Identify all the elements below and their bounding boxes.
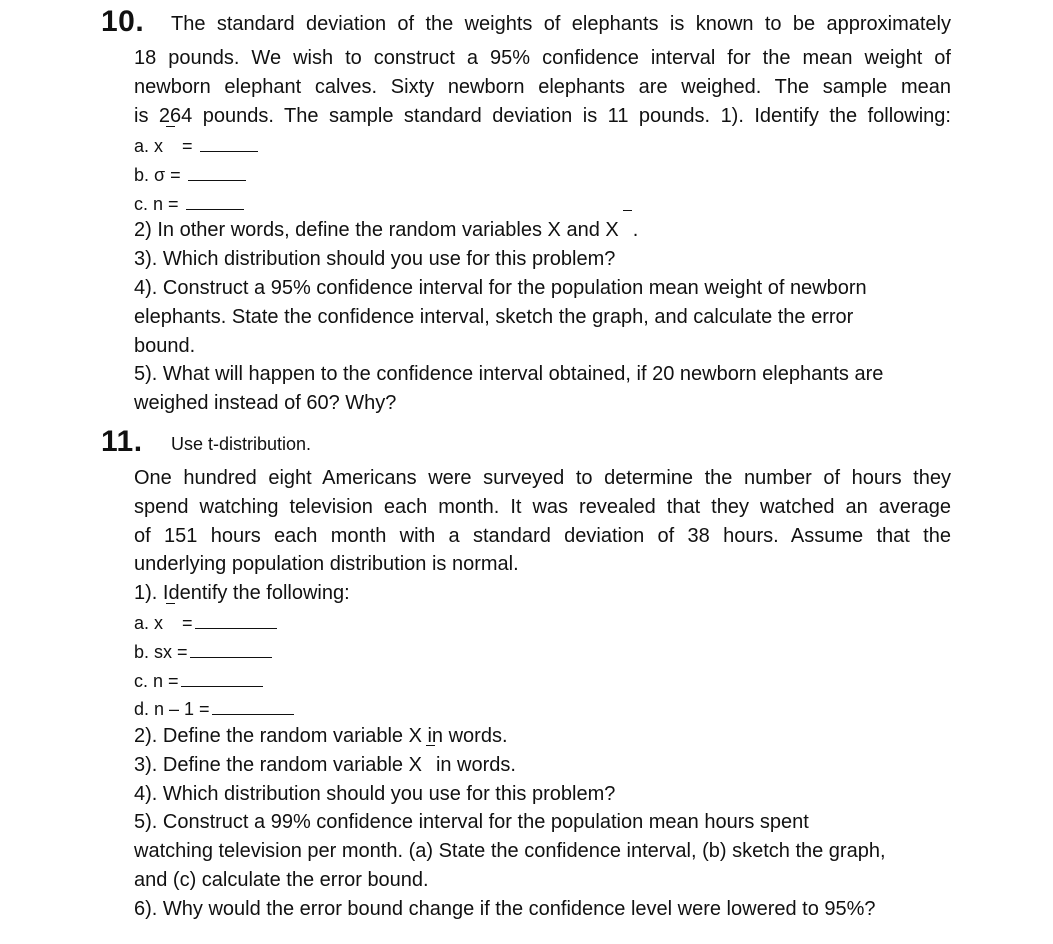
q10-part-5-line-1: 5). What will happen to the confidence interval obtained, if 20 newborn elephants are xyxy=(134,363,884,385)
q11-item-d-blank xyxy=(212,700,294,715)
q10-part-5-line-2: weighed instead of 60? Why? xyxy=(134,392,397,414)
q11-intro-line-2: spend watching television each month. It was revealed that they watched an average xyxy=(134,496,951,518)
q10-intro-line-4: is 264 pounds. The sample standard deviation is 11 pounds. 1). Identify the following: xyxy=(134,105,951,127)
q10-part-4-line-1: 4). Construct a 95% confidence interval for the population mean weight of newborn xyxy=(134,277,867,299)
q11-part-3 xyxy=(134,753,516,777)
q11-item-d-label: d. n – 1 = xyxy=(134,699,210,719)
q11-intro-line-3: of 151 hours each month with a standard deviation of 38 hours. Assume that the xyxy=(134,525,951,547)
xbar-overline xyxy=(166,126,175,127)
question-10-number: 10. xyxy=(101,5,145,38)
q11-header: Use t-distribution. xyxy=(171,434,312,454)
q11-part-3-text: 3). Define the random variable X xyxy=(134,754,422,776)
q10-item-a-equals: = xyxy=(182,136,193,156)
q10-intro-line-1: The standard deviation of the weights of elephants is known to be approximately xyxy=(171,13,951,35)
q11-part-4: 4). Which distribution should you use for this problem? xyxy=(134,783,616,805)
q10-item-a-blank xyxy=(200,137,258,152)
q11-part-5-line-2: watching television per month. (a) State the confidence interval, (b) sketch the graph, xyxy=(134,840,886,862)
q11-part-2: 2). Define the random variable X in words. xyxy=(134,725,508,747)
q10-part-3: 3). Which distribution should you use for this problem? xyxy=(134,248,616,270)
q10-item-c xyxy=(134,192,244,216)
q10-item-b xyxy=(134,163,246,187)
q11-part-5-line-3: and (c) calculate the error bound. xyxy=(134,869,429,891)
q10-part-4-line-3: bound. xyxy=(134,335,196,357)
q10-intro-line-2: 18 pounds. We wish to construct a 95% confidence interval for the mean weight of xyxy=(134,47,951,69)
q11-item-c-blank xyxy=(181,672,263,687)
q10-item-a xyxy=(134,134,258,158)
q11-item-d xyxy=(134,697,294,721)
q11-item-a-blank xyxy=(195,614,277,629)
q10-item-a-label: a. x xyxy=(134,136,164,156)
q11-item-b xyxy=(134,640,272,664)
xbar-overline xyxy=(623,210,632,211)
q11-part-3-suffix: in words. xyxy=(435,754,516,776)
q10-item-b-blank xyxy=(188,166,246,181)
q10-part-2-text: 2) In other words, define the random variables X and X xyxy=(134,219,619,241)
q10-item-c-label: c. n = xyxy=(134,194,179,214)
xbar-overline xyxy=(166,603,175,604)
q11-item-a xyxy=(134,611,277,635)
q11-item-c-label: c. n = xyxy=(134,671,179,691)
q11-item-c xyxy=(134,669,263,693)
q11-intro-line-4: underlying population distribution is normal. xyxy=(134,553,519,575)
q10-intro-line-3: newborn elephant calves. Sixty newborn elephants are weighed. The sample mean xyxy=(134,76,951,98)
q10-part-4-line-2: elephants. State the confidence interval, sketch the graph, and calculate the error xyxy=(134,306,854,328)
q11-intro-line-1: One hundred eight Americans were surveyed to determine the number of hours they xyxy=(134,467,951,489)
q11-identify: 1). Identify the following: xyxy=(134,582,350,604)
q10-item-c-blank xyxy=(186,195,244,210)
q11-item-b-label: b. sx = xyxy=(134,642,188,662)
q11-part-6: 6). Why would the error bound change if the confidence level were lowered to 95%? xyxy=(134,898,876,920)
q11-item-a-label: a. x xyxy=(134,613,164,633)
q11-item-a-equals: = xyxy=(182,613,193,633)
q10-item-b-label: b. σ = xyxy=(134,165,181,185)
xbar-overline xyxy=(426,745,435,746)
q11-item-b-blank xyxy=(190,643,272,658)
q10-part-2 xyxy=(134,218,638,242)
q10-part-2-period: . xyxy=(632,219,639,241)
question-11-number: 11. xyxy=(101,425,143,458)
q11-part-5-line-1: 5). Construct a 99% confidence interval for the population mean hours spent xyxy=(134,811,809,833)
